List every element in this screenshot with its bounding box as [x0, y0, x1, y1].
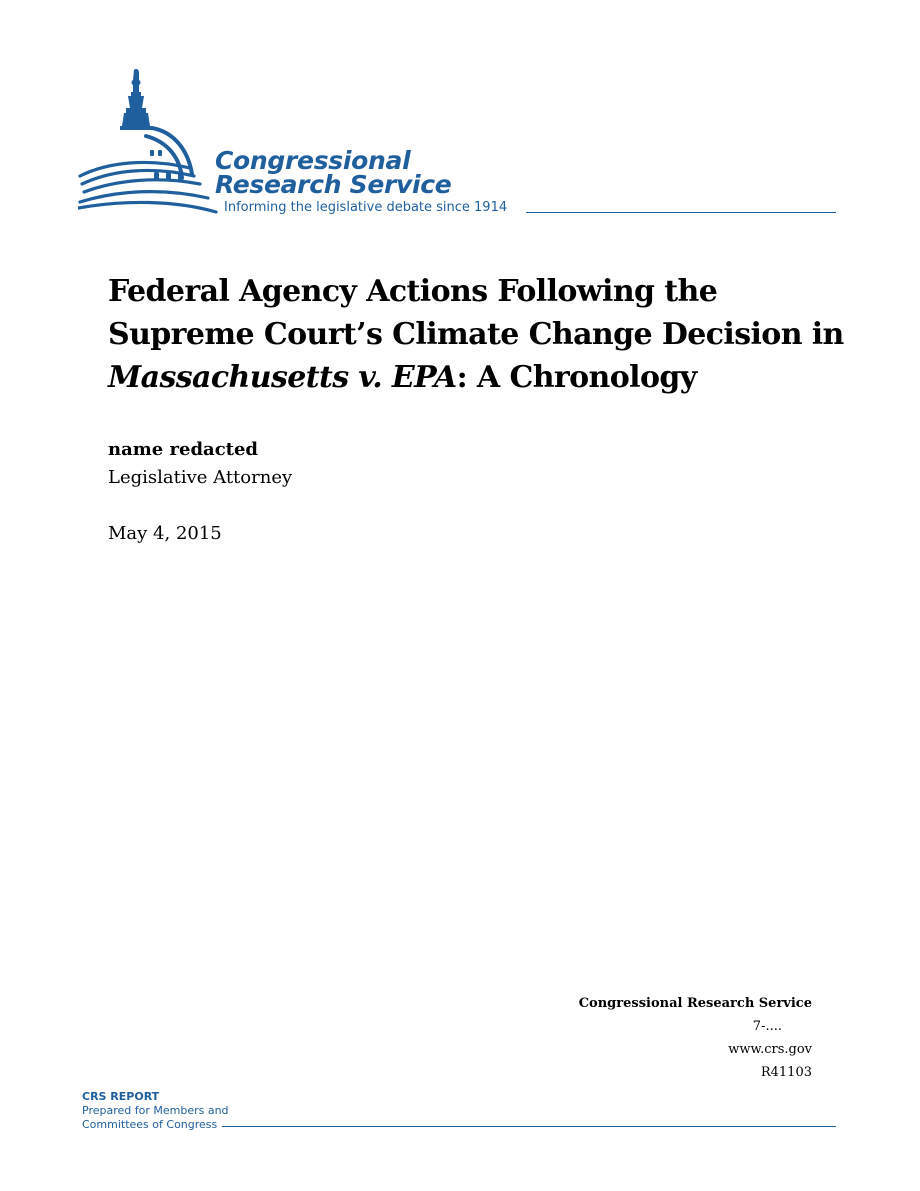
footer-divider [222, 1126, 836, 1127]
brand-tagline: Informing the legislative debate since 1914 [224, 200, 508, 215]
capitol-dome-icon [78, 66, 218, 218]
header-divider [526, 212, 836, 213]
title-part-2: : A Chronology [456, 360, 697, 395]
publisher-phone: 7-.... [752, 1019, 782, 1034]
author-title: Legislative Attorney [108, 467, 293, 488]
publisher-block [579, 992, 812, 1084]
footer-line-2: Committees of Congress [82, 1118, 218, 1131]
report-number: R41103 [760, 1065, 812, 1080]
footer-label: CRS REPORT [82, 1090, 160, 1103]
report-date: May 4, 2015 [108, 523, 222, 544]
footer-line-1: Prepared for Members and [82, 1104, 229, 1117]
title-case-name: Massachusetts v. EPA [108, 360, 457, 395]
brand-name-line2: Research Service [215, 170, 452, 199]
report-title [108, 270, 868, 399]
author-name: name redacted [108, 439, 259, 460]
publisher-name: Congressional Research Service [578, 996, 812, 1011]
publisher-website: www.crs.gov [728, 1042, 812, 1057]
title-part-1: Federal Agency Actions Following the Supreme Court’s Climate Change Decision in [108, 274, 844, 352]
brand-name-line1: Congressional [215, 146, 411, 175]
